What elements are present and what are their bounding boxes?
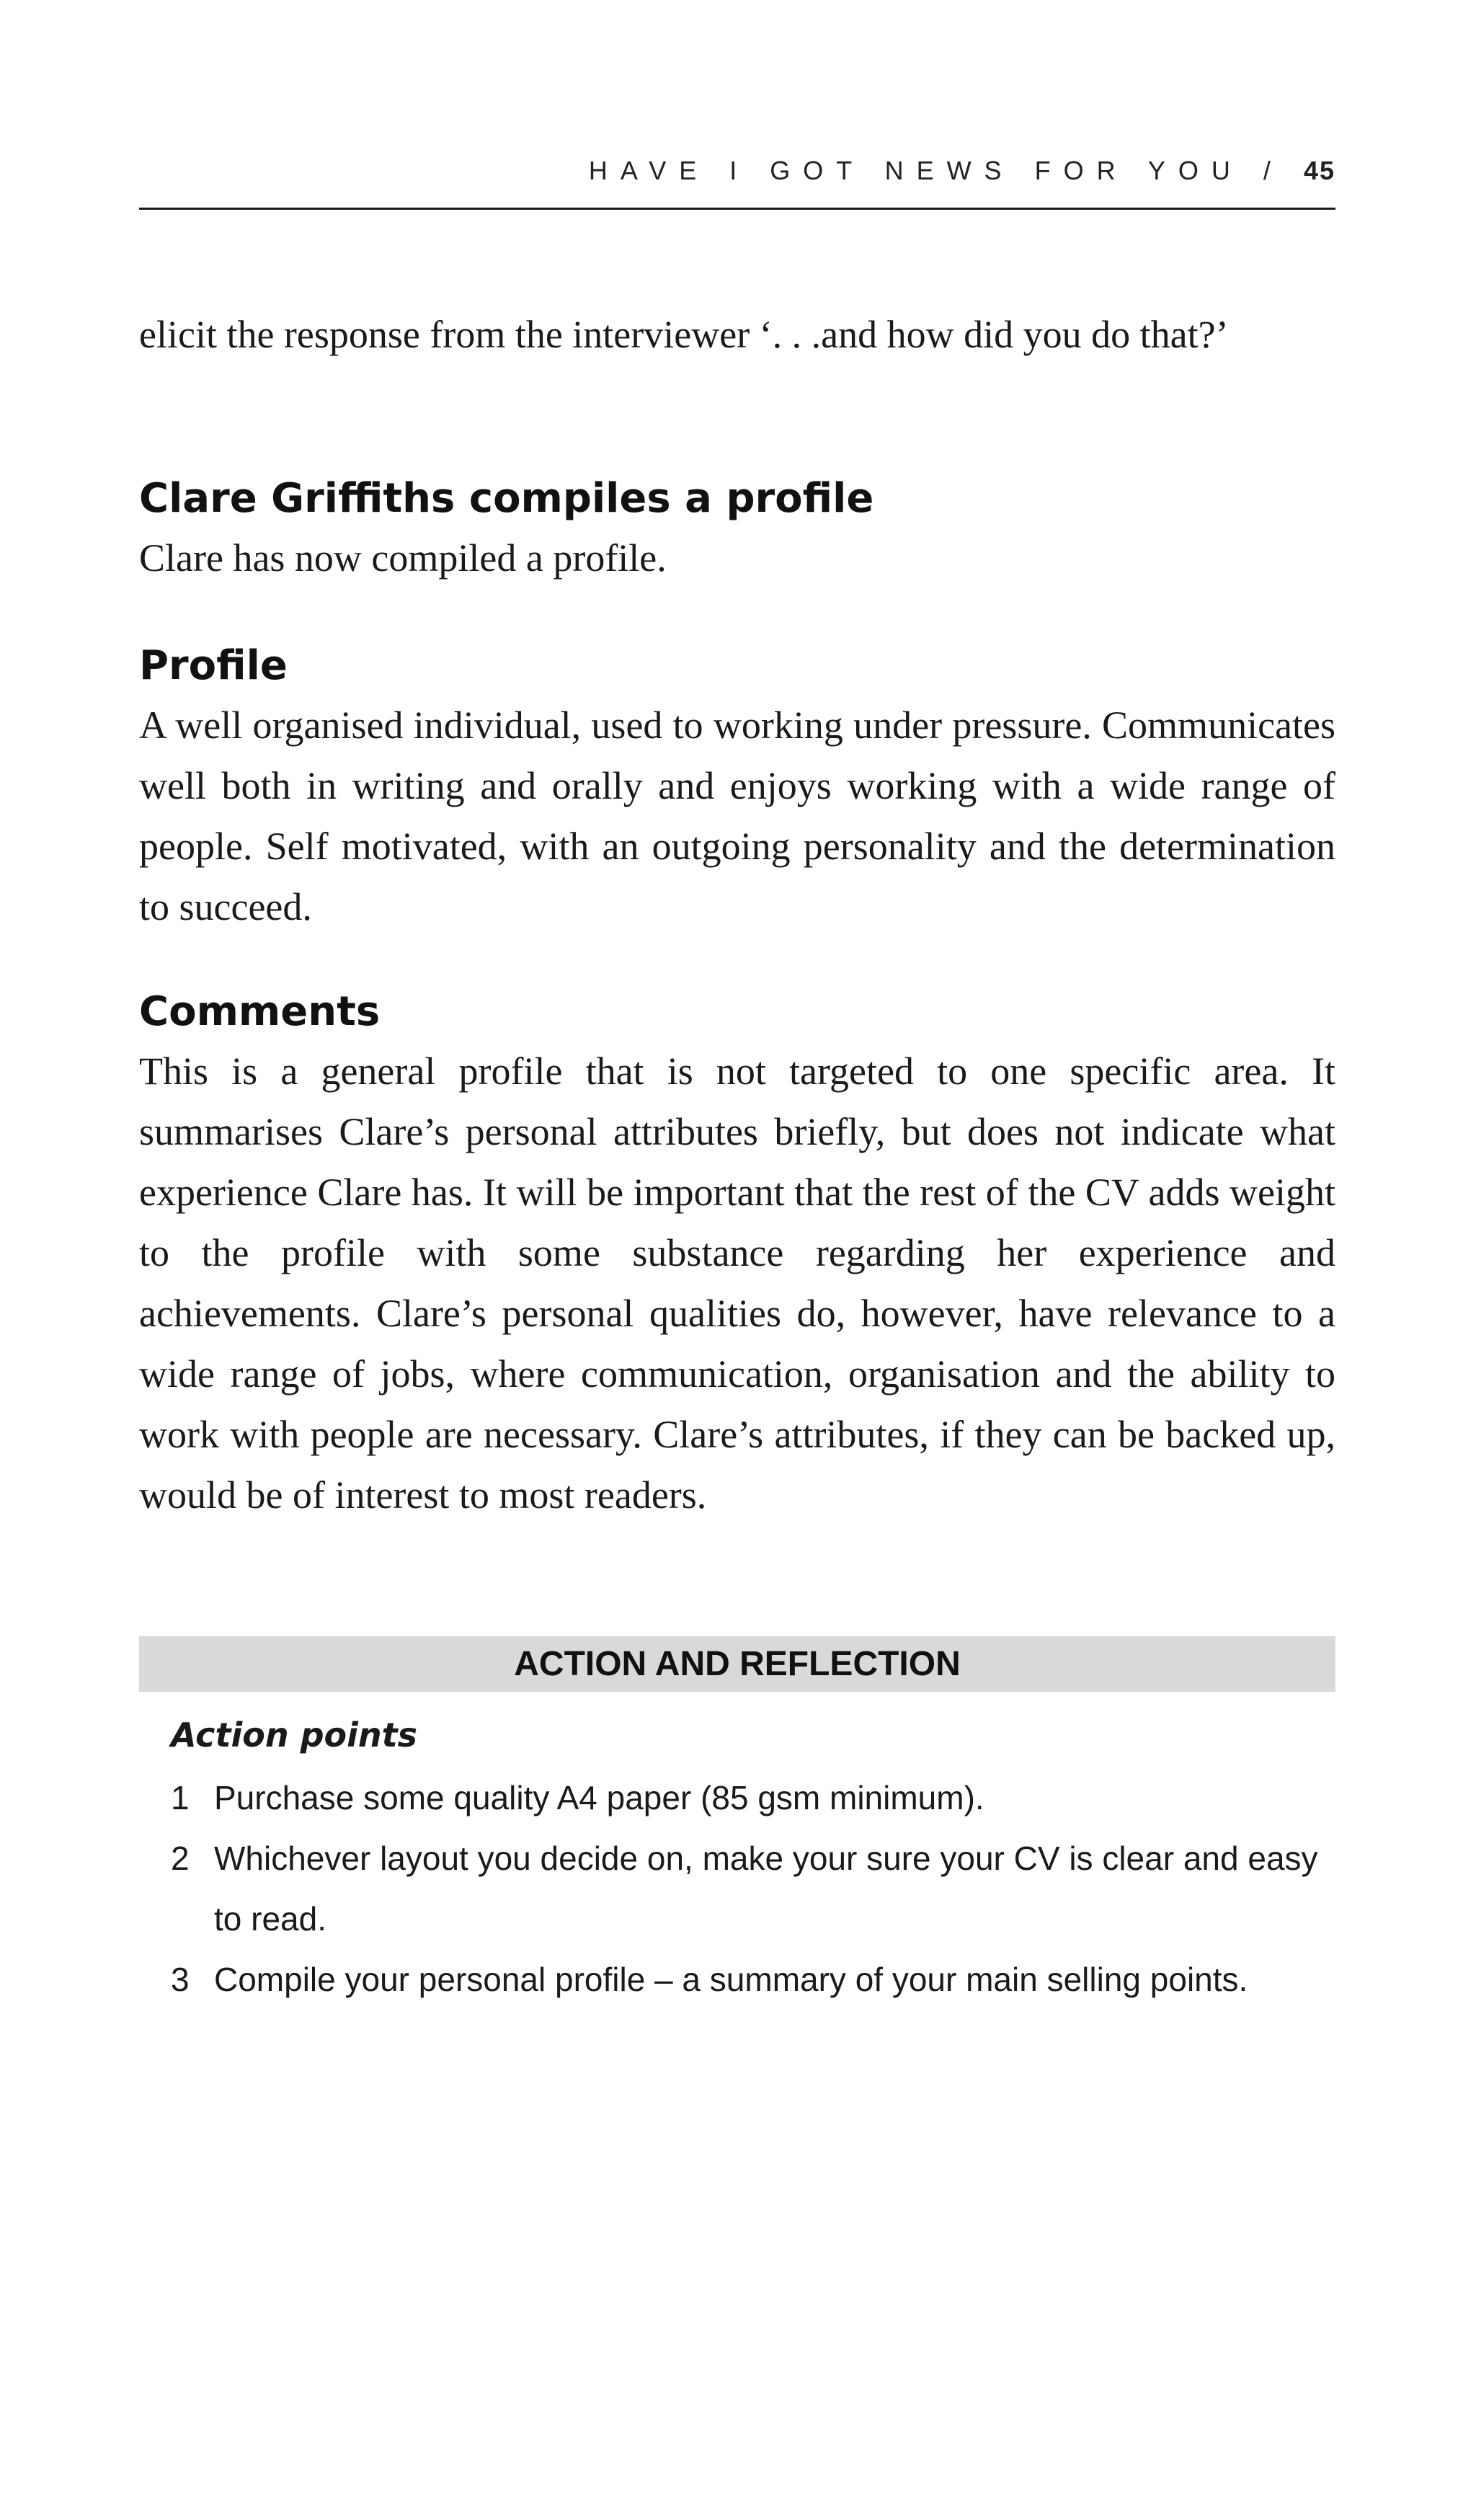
intro-paragraph: elicit the response from the interviewer ‘. . .and how did you do that?’	[139, 313, 1229, 356]
list-item-number: 3	[171, 1961, 190, 1998]
profile-heading: Profile	[139, 642, 288, 689]
list-item	[171, 1828, 1335, 1949]
comments-heading: Comments	[139, 988, 381, 1035]
intro-block	[139, 304, 1335, 365]
list-item	[171, 1949, 1335, 2010]
action-reflection-title: ACTION AND REFLECTION	[514, 1645, 961, 1683]
clare-paragraph: Clare has now compiled a profile.	[139, 536, 667, 580]
page-number: 45	[1303, 156, 1335, 185]
comments-section	[139, 983, 1335, 1525]
list-item-number: 1	[171, 1779, 190, 1816]
list-item-text: Purchase some quality A4 paper (85 gsm minimum).	[214, 1779, 984, 1816]
action-points-list	[171, 1767, 1335, 2010]
list-item-number: 2	[171, 1840, 190, 1877]
action-points-title: Action points	[171, 1716, 417, 1754]
clare-heading: Clare Griffiths compiles a profile	[139, 475, 874, 522]
clare-section	[139, 470, 1335, 588]
comments-paragraph: This is a general profile that is not targeted to one specific area. It summarises Clare’s personal attributes briefly, but does not indicate what experience Clare has. It will be important that the rest of the CV adds weight to the profile with some substance regarding her experience and achievements. Clare’s personal qualities do, however, have relevance to a wide range of jobs, where communication, organisation and the ability to work with people are necessary. Clare’s attributes, if they can be backed up, would be of interest to most readers.	[139, 1050, 1335, 1517]
action-reflection-banner	[139, 1636, 1335, 1692]
running-head	[589, 156, 1335, 186]
list-item	[171, 1767, 1335, 1828]
profile-paragraph: A well organised individual, used to working under pressure. Communicates well both in writing and orally and enjoys working with a wide range of people. Self motivated, with an outgoing personality and the determination to succeed.	[139, 704, 1335, 928]
running-head-title: HAVE I GOT NEWS FOR YOU /	[588, 156, 1284, 185]
list-item-text: Compile your personal profile – a summary of your main selling points.	[214, 1961, 1248, 1998]
header-rule	[139, 208, 1335, 210]
list-item-text: Whichever layout you decide on, make your sure your CV is clear and easy to read.	[214, 1840, 1318, 1938]
profile-section	[139, 637, 1335, 937]
